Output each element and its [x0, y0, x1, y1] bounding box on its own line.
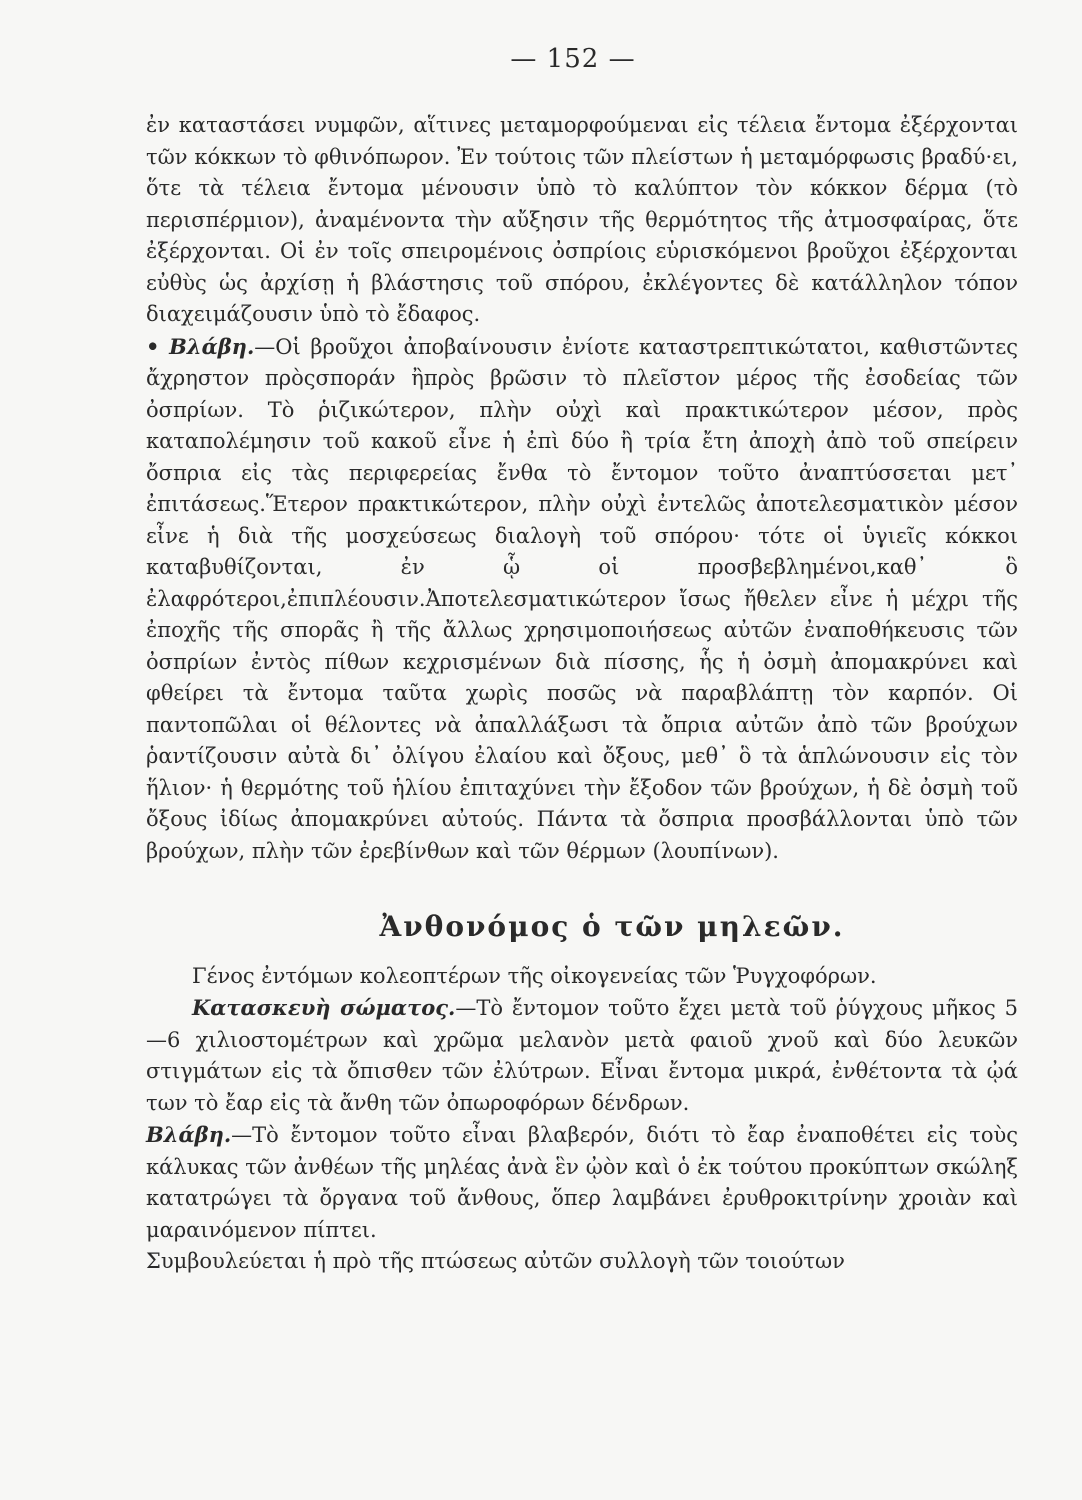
- bullet-mark: •: [146, 333, 160, 359]
- paragraph-genus: Γένος ἐντόμων κολεοπτέρων τῆς οἰκογενείας τῶν Ῥυγχοφόρων.: [192, 963, 877, 988]
- paragraph-anthonomus-damage: [146, 1119, 1018, 1246]
- term-damage: Βλάβη.: [169, 333, 255, 359]
- term-body-structure: Κατασκευὴ σώματος.: [192, 995, 456, 1020]
- paragraph-body-structure-text: —Τὸ ἔντομον τοῦτο ἔχει μετὰ τοῦ ῥύγχους μῆκος 5—6 χιλιοστομέτρων καὶ χρῶμα μελανὸν μετὰ φαιοῦ χνοῦ καὶ δύο λευκῶν στιγμάτων εἰς τὰ ὄπισθεν τῶν ἐλύτρων. Εἶναι ἔντομα μικρά, ἐνθέτοντα τὰ ᾠά των τὸ ἔαρ εἰς τὰ ἄνθη τῶν ὀπωροφόρων δένδρων.: [146, 996, 1018, 1115]
- section-heading-anthonomus: Ἀνθονόμος ὁ τῶν μηλεῶν.: [379, 910, 845, 943]
- paragraph-advice: Συμβουλεύεται ἡ πρὸ τῆς πτώσεως αὐτῶν συλλογὴ τῶν τοιούτων: [146, 1249, 845, 1273]
- paragraph-bruchus-emergence: ἐν καταστάσει νυμφῶν, αἵτινες μεταμορφούμεναι εἰς τέλεια ἔντομα ἐξέρχονται τῶν κόκκων τὸ φθινόπωρον. Ἐν τούτοις τῶν πλείστων ἡ μεταμόρφωσις βραδύ·ει, ὅτε τὰ τέλεια ἔντομα μένουσιν ὑπὸ τὸ καλύπτον τὸν κόκκον δέρμα (τὸ περισπέρμιον), ἀναμένοντα τὴν αὔξησιν τῆς θερμότητος τῆς ἀτμοσφαίρας, ὅτε ἐξέρχονται. Οἱ ἐν τοῖς σπειρομένοις ὀσπρίοις εὑρισκόμενοι βροῦχοι ἐξέρχονται εὐθὺς ὡς ἀρχίσῃ ἡ βλάστησις τοῦ σπόρου, ἐκλέγοντες δὲ κατάλληλον τόπον διαχειμάζουσιν ὑπὸ τὸ ἔδαφος.: [146, 113, 1018, 326]
- page-body: [146, 110, 1018, 1278]
- paragraph-anthonomus-damage-text: —Τὸ ἔντομον τοῦτο εἶναι βλαβερόν, διότι τὸ ἔαρ ἐναποθέτει εἰς τοὺς κάλυκας τῶν ἀνθέων τῆς μηλέας ἀνὰ ἓν ᾠὸν καὶ ὁ ἐκ τούτου προκύπτων σκώληξ κατατρώγει τὰ ὄργανα τοῦ ἄνθους, ὅπερ λαμβάνει ἐρυθροκιτρίνην χροιὰν καὶ μαραινόμενον πίπτει.: [146, 1123, 1018, 1242]
- paragraph-body-structure: [146, 992, 1018, 1119]
- paragraph-damage-text: —Οἱ βροῦχοι ἀποβαίνουσιν ἐνίοτε καταστρεπτικώτατοι, καθιστῶντες ἄχρηστον πρὸςσποράν ἢπρὸς βρῶσιν τὸ πλεῖστον μέρος τῆς ἐσοδείας τῶν ὀσπρίων. Τὸ ῥιζικώτερον, πλὴν οὐχὶ καὶ πρακτικώτερον μέσον, πρὸς καταπολέμησιν τοῦ κακοῦ εἶνε ἡ ἐπὶ δύο ἢ τρία ἔτη ἀποχὴ ἀπὸ τοῦ σπείρειν ὄσπρια εἰς τὰς περιφερείας ἔνθα τὸ ἔντομον τοῦτο ἀναπτύσσεται μετ᾽ ἐπιτάσεως.Ἕτερον πρακτικώτερον, πλὴν οὐχὶ ἐντελῶς ἀποτελεσματικὸν μέσον εἶνε ἡ διὰ τῆς μοσχεύσεως διαλογὴ τοῦ σπόρου· τότε οἱ ὑγιεῖς κόκκοι καταβυθίζονται, ἐν ᾧ οἱ προσβεβλημένοι,καθ᾽ ὃ ἐλαφρότεροι,ἐπιπλέουσιν.Ἀποτελεσματικώτερον ἴσως ἤθελεν εἶνε ἡ μέχρι τῆς ἐποχῆς τῆς σπορᾶς ἢ τῆς ἄλλως χρησιμοποιήσεως αὐτῶν ἐναποθήκευσις τῶν ὀσπρίων ἐντὸς πίθων κεχρισμένων διὰ πίσσης, ἧς ἡ ὀσμὴ ἀπομακρύνει καὶ φθείρει τὰ ἔντομα ταῦτα χωρὶς ποσῶς νὰ παραβλάπτῃ τὸν καρπόν. Οἱ παντοπῶλαι οἱ θέλοντες νὰ ἀπαλλάξωσι τὰ ὄπρια αὐτῶν ἀπὸ τῶν βρούχων ῥαντίζουσιν αὐτὰ δι᾽ ὀλίγου ἐλαίου καὶ ὄξους, μεθ᾽ ὃ τὰ ἁπλώνουσιν εἰς τὸν ἥλιον· ἡ θερμότης τοῦ ἡλίου ἐπιταχύνει τὴν ἔξοδον τῶν βρούχων, ἡ δὲ ὀσμὴ τοῦ ὄξους ἰδίως ἀπομακρύνει αὐτούς. Πάντα τὰ ὄσπρια προσβάλλονται ὑπὸ τῶν βρούχων, πλὴν τῶν ἐρεβίνθων καὶ τῶν θέρμων (λουπίνων).: [146, 334, 1018, 863]
- paragraph-bruchus-damage: [146, 331, 1018, 868]
- term-damage-2: Βλάβη.: [146, 1122, 232, 1147]
- page-number: — 152 —: [510, 44, 636, 74]
